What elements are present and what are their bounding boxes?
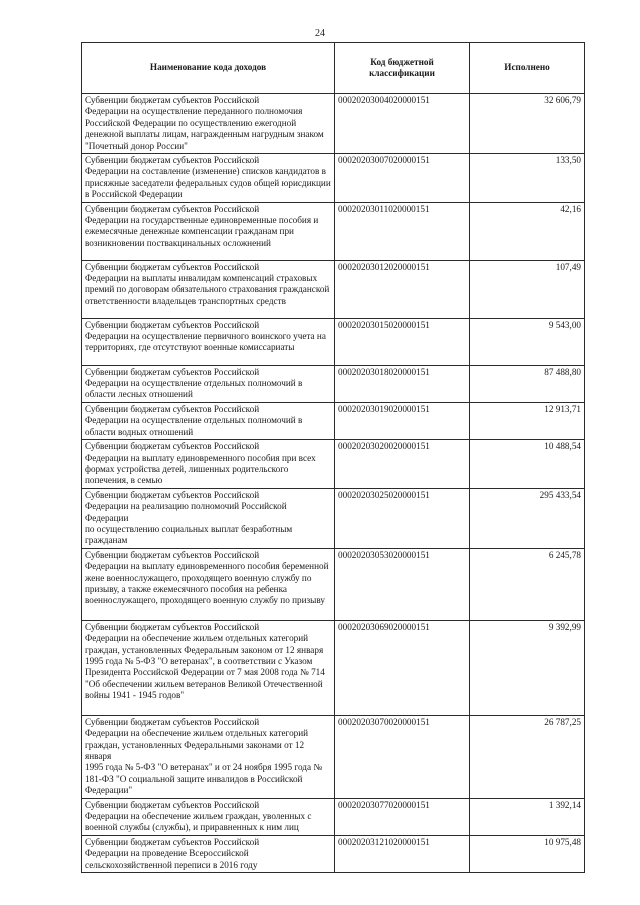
table-row [82,260,585,318]
row-name: Субвенции бюджетам субъектов Российской Федерации на составление (изменение) списков кандидатов в присяжные заседатели федеральных судов общей юрисдикции в Российской Федерации [82,154,335,203]
row-amount: 10 488,54 [470,440,585,489]
row-amount: 6 245,78 [470,548,585,620]
table-header-row [82,43,585,94]
row-code: 00020203121020000151 [335,835,470,872]
row-amount: 295 433,54 [470,488,585,548]
row-name: Субвенции бюджетам субъектов Российской Федерации на выплату единовременного пособия при всех формах устройства детей, лишенных родительского попечения, в семью [82,440,335,489]
row-code: 00020203018020000151 [335,365,470,402]
table-body [82,94,585,873]
row-name: Субвенции бюджетам субъектов Российской Федерации на обеспечение жильем отдельных категорий граждан, установленных Федеральными законами от 12 января 1995 года № 5-ФЗ "О ветеранах" и от 24 ноября 1995 года № 181-ФЗ "О социальной защите инвалидов в Российской Федерации" [82,715,335,798]
row-code: 00020203007020000151 [335,154,470,203]
row-amount: 42,16 [470,202,585,260]
table-row [82,202,585,260]
row-amount: 26 787,25 [470,715,585,798]
row-amount: 1 392,14 [470,798,585,835]
table-row [82,488,585,548]
table-row [82,715,585,798]
row-code: 00020203053020000151 [335,548,470,620]
row-code: 00020203020020000151 [335,440,470,489]
row-code: 00020203015020000151 [335,318,470,365]
row-name: Субвенции бюджетам субъектов Российской Федерации на выплату единовременного пособия беременной жене военнослужащего, проходящего военную службу по призыву, а также ежемесячного пособия на ребенка военнослужащего, проходящего военную службу по призыву [82,548,335,620]
row-name: Субвенции бюджетам субъектов Российской Федерации на выплаты инвалидам компенсаций страховых премий по договорам обязательного страхования гражданской ответственности владельцев транспортных средств [82,260,335,318]
page-number: 24 [315,28,325,39]
row-code: 00020203070020000151 [335,715,470,798]
header-executed: Исполнено [470,43,585,94]
row-amount: 133,50 [470,154,585,203]
table-row [82,798,585,835]
row-amount: 12 913,71 [470,402,585,439]
row-code: 00020203077020000151 [335,798,470,835]
row-code: 00020203004020000151 [335,94,470,154]
revenue-table [81,42,585,873]
table-row [82,94,585,154]
row-name: Субвенции бюджетам субъектов Российской Федерации на государственные единовременные пособия и ежемесячные денежные компенсации гражданам при возникновении поствакцинальных осложнений [82,202,335,260]
row-amount: 10 975,48 [470,835,585,872]
table-row [82,620,585,715]
row-code: 00020203019020000151 [335,402,470,439]
row-name: Субвенции бюджетам субъектов Российской Федерации на осуществление первичного воинского учета на территориях, где отсутствуют военные комиссариаты [82,318,335,365]
row-code: 00020203069020000151 [335,620,470,715]
row-amount: 9 543,00 [470,318,585,365]
row-code: 00020203012020000151 [335,260,470,318]
row-name: Субвенции бюджетам субъектов Российской Федерации на проведение Всероссийской сельскохозяйственной переписи в 2016 году [82,835,335,872]
row-amount: 87 488,80 [470,365,585,402]
row-code: 00020203025020000151 [335,488,470,548]
table-row [82,548,585,620]
row-amount: 9 392,99 [470,620,585,715]
table-row [82,440,585,489]
table-row [82,365,585,402]
row-name: Субвенции бюджетам субъектов Российской Федерации на реализацию полномочий Российской Федерации по осуществлению социальных выплат безработным гражданам [82,488,335,548]
row-code: 00020203011020000151 [335,202,470,260]
header-income-code-name: Наименование кода доходов [82,43,335,94]
row-name: Субвенции бюджетам субъектов Российской Федерации на обеспечение жильем отдельных категорий граждан, установленных Федеральным законом от 12 января 1995 года № 5-ФЗ "О ветеранах", в соответствии с Указом Президента Российской Федерации от 7 мая 2008 года № 714 "Об обеспечении жильем ветеранов Великой Отечественной войны 1941 - 1945 годов" [82,620,335,715]
table-row [82,318,585,365]
header-budget-classification-code: Код бюджетной классификации [335,43,470,94]
row-name: Субвенции бюджетам субъектов Российской Федерации на осуществление отдельных полномочий в области водных отношений [82,402,335,439]
row-amount: 107,49 [470,260,585,318]
row-name: Субвенции бюджетам субъектов Российской Федерации на осуществление отдельных полномочий в области лесных отношений [82,365,335,402]
table-row [82,835,585,872]
row-name: Субвенции бюджетам субъектов Российской Федерации на обеспечение жильем граждан, уволенных с военной службы (службы), и приравненных к ним лиц [82,798,335,835]
row-name: Субвенции бюджетам субъектов Российской Федерации на осуществление переданного полномочия Российской Федерации по осуществлению ежегодной денежной выплаты лицам, награжденным нагрудным знаком "Почетный донор России" [82,94,335,154]
table-row [82,402,585,439]
table-row [82,154,585,203]
row-amount: 32 606,79 [470,94,585,154]
